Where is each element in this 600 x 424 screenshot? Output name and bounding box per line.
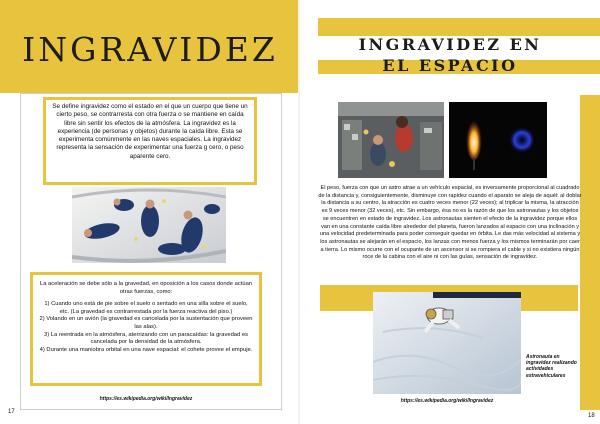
condition-item: 2) Volando en un avión (la gravedad es cancelada por la sustentación que proveen las alas).: [39, 316, 253, 330]
astronauts-photo: [72, 187, 226, 263]
page-number: 17: [8, 409, 15, 415]
page-number: 18: [588, 413, 595, 419]
candle-flame-photo: [449, 102, 547, 178]
definition-box: Se define ingravidez como el estado en el que un cuerpo que tiene un cierto peso, se contrarresta con otra fuerza o se mantiene en caída libre sin sentir los efectos de la atmósfera. La ingravidez es la experiencia (de personas y objetos) durante la caída libre. Esta se experimenta comúnmente en las naves espaciales. La ingravidez representa la sensación de experimentar una fuerza g cero, o peso aparente cero.: [43, 97, 257, 185]
title-line: EL ESPACIO: [382, 56, 518, 75]
condition-item: 1) Cuando uno está de pie sobre el suelo o sentado en una silla sobre el suelo, etc. (La gravedad es contrarrestada por la fuerza reactiva del piso.): [44, 301, 248, 315]
condition-item: 4) Durante una maniobra orbital en una nave espacial: el cohete provee el empuje.: [39, 346, 253, 353]
source-link[interactable]: https://es.wikipedia.org/wiki/Ingravidez: [400, 398, 494, 404]
spacewalk-photo: [373, 292, 521, 394]
source-link[interactable]: https://es.wikipedia.org/wiki/Ingravidez: [99, 396, 193, 402]
body-text: El peso, fuerza con que un astro atrae a un vehículo espacial, es inversamente proporcional al cuadrado de la distancia y, consiguientemente, disminuye con rapidez cuando el aparato se aleja de aquél: al doblar la distancia a su centro, la atracción es cuatro veces menor (22 veces); al triplicar la misma, la atracción es 9 veces menor (32 veces), etc. Sin embargo, ésa no es la razón de que los astronautas y los objetos se encuentren en estado de ingravidez. Los astronautas sienten el efecto de la ingravidez porque ellos van en una constante caída libre alrededor del planeta, fueron lanzados al espacio con una inclinación y una velocidad predeterminada para poder conseguir quedar en órbita. Le das más velocidad al sistema y los astronautas se alejarán en el espacio, los lanzas con menos fuerza y los mismos terminarán por caer a tierra. Lo mismo ocurre con el ocupante de un ascensor si se rompiera el cable y si no existiera ningún roce de la cabina con el aire ni con las guías, sensación de ingravidez.: [318, 185, 582, 261]
photo-caption: Astronauta en ingravidez realizando actividades extravehiculares: [526, 354, 577, 379]
conditions-intro: La aceleración se debe sólo a la gravedad, en oposición a los casos donde actúan otras fuerzas, como:: [39, 281, 253, 295]
conditions-box: [30, 272, 262, 386]
condition-item: 3) La reentrada en la atmósfera, aterrizando con un paracaídas: la gravedad es cancelada por la densidad de la atmósfera.: [44, 331, 248, 346]
title-line: INGRAVIDEZ EN: [358, 35, 542, 54]
station-crew-photo: [338, 102, 444, 178]
page-title: [300, 34, 600, 76]
page-title: INGRAVIDEZ: [22, 30, 278, 69]
